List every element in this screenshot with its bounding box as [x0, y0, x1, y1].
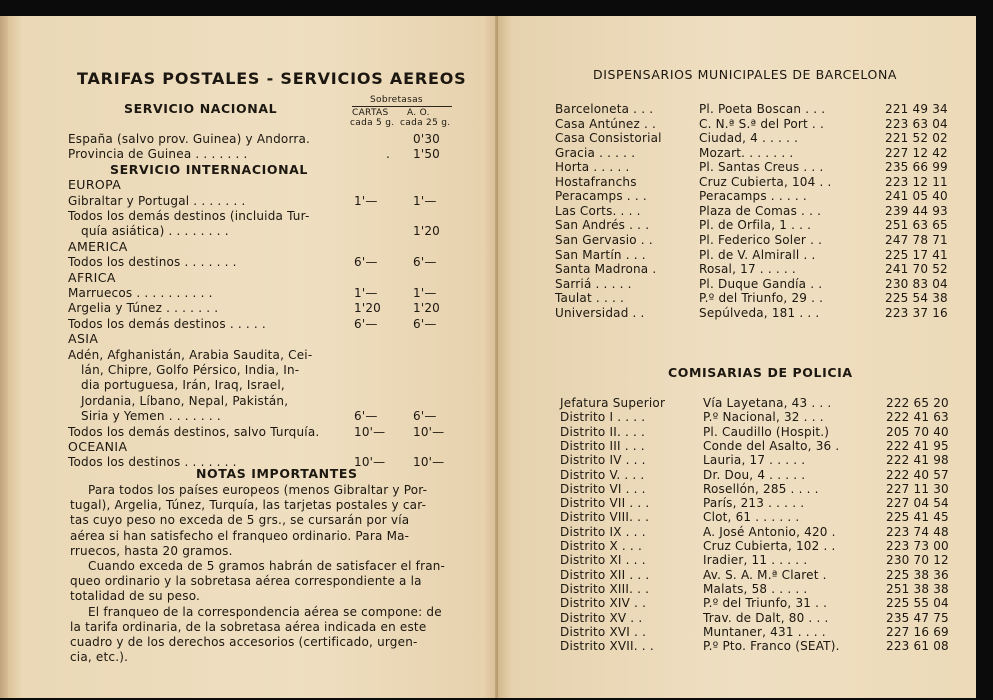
entry-address: Muntaner, 431 . . . . [703, 624, 826, 639]
tarifa-row-text: Siria y Yemen . . . . . . . [81, 409, 221, 424]
tarifa-ao-value: 0'30 [413, 132, 441, 146]
entry-address: Pl. de Orfila, 1 . . . [699, 218, 812, 233]
entry-name: Distrito X . . . [560, 539, 642, 553]
left-page [8, 16, 498, 698]
tarifa-cartas-value: 6'— [354, 255, 378, 270]
entry-name: Barceloneta . . . [555, 102, 654, 116]
entry-phone: 225 54 38 [885, 291, 948, 306]
entry-name: San Gervasio . . [555, 232, 653, 247]
entry-name: Hostafranchs [555, 174, 637, 189]
tarifa-row-text: Todos los demás destinos . . . . . [68, 316, 266, 331]
entry-address: Vía Layetana, 43 . . . [703, 396, 832, 410]
entry-phone: 222 41 63 [886, 410, 949, 425]
entry-phone: 225 38 36 [886, 567, 949, 582]
tarifa-row-text: Provincia de Guinea . . . . . . . [68, 147, 248, 162]
entry-address: A. José Antonio, 420 . [703, 524, 836, 539]
notas-line: tugal), Argelia, Túnez, Turquía, las tarjetas postales y car- [70, 498, 427, 513]
entry-address: Cruz Cubierta, 104 . . [699, 174, 832, 189]
entry-address: Rosal, 17 . . . . . [699, 262, 796, 277]
section-asia: ASIA [68, 331, 99, 347]
col-ao-sub: cada 25 g. [400, 118, 451, 128]
policia-heading: COMISARIAS DE POLICIA [668, 365, 853, 380]
entry-address: Trav. de Dalt, 80 . . . [703, 610, 829, 625]
notas-line: la tarifa ordinaria, de la sobretasa aérea indicada en este [70, 619, 427, 634]
tarifa-ao-value: 1'— [413, 286, 437, 300]
entry-phone: 225 55 04 [886, 596, 949, 611]
tarifa-ao-value: 1'20 [413, 224, 441, 239]
entry-name: Las Corts. . . . [555, 203, 641, 218]
entry-address: Cruz Cubierta, 102 . . [703, 539, 836, 553]
entry-name: Gracia . . . . . [555, 145, 636, 160]
notas-line: Cuando exceda de 5 gramos habrán de satisfacer el fran- [88, 559, 446, 573]
entry-name: Distrito XV . . [560, 610, 643, 625]
entry-address: Pl. Caudillo (Hospit.) [703, 424, 830, 439]
notas-line: totalidad de su peso. [70, 589, 201, 604]
entry-phone: 222 65 20 [886, 396, 949, 410]
section-europa: EUROPA [68, 177, 122, 193]
tarifa-cartas-value: 10'— [354, 455, 386, 470]
sobretasas-rule [352, 106, 452, 107]
tarifa-ao-value: 6'— [413, 409, 437, 424]
entry-address: Dr. Dou, 4 . . . . . [703, 467, 806, 482]
notas-line: rruecos, hasta 20 gramos. [70, 543, 233, 558]
entry-name: Distrito XIV . . [560, 596, 647, 611]
entry-address: Pl. Duque Gandía . . [699, 276, 823, 291]
sobretasas-label: Sobretasas [370, 95, 423, 105]
notas-line: El franqueo de la correspondencia aérea se compone: de [88, 604, 442, 619]
tarifa-cartas-value: 1'— [354, 193, 378, 208]
entry-address: Conde del Asalto, 36 . [703, 438, 840, 453]
entry-address: Av. S. A. M.ª Claret . [703, 567, 827, 582]
tarifa-ao-value: 6'— [413, 255, 437, 270]
entry-name: Universidad . . [555, 305, 645, 320]
servicio-nacional-heading: SERVICIO NACIONAL [124, 101, 278, 116]
page-title: TARIFAS POSTALES - SERVICIOS AEREOS [77, 69, 467, 88]
entry-phone: 241 70 52 [885, 262, 948, 277]
entry-phone: 225 41 45 [886, 510, 949, 525]
entry-address: Plaza de Comas . . . [699, 203, 822, 218]
entry-name: Peracamps . . . [555, 189, 647, 204]
col-ao-label: A. O. [407, 108, 430, 118]
col-cartas-sub: cada 5 g. [350, 118, 395, 128]
entry-phone: 241 05 40 [885, 189, 948, 204]
tarifa-ao-value: 6'— [413, 316, 437, 331]
notas-heading: NOTAS IMPORTANTES [196, 466, 358, 481]
entry-name: Horta . . . . . [555, 160, 630, 175]
tarifa-ao-value: 1'50 [413, 147, 441, 162]
entry-phone: 223 61 08 [886, 639, 949, 654]
entry-name: Distrito XII . . . [560, 567, 650, 582]
notas-line: cia, etc.). [70, 650, 129, 665]
entry-phone: 227 12 42 [885, 145, 948, 160]
tarifa-row-text: dia portuguesa, Irán, Iraq, Israel, [81, 378, 285, 393]
entry-phone: 222 40 57 [886, 467, 949, 482]
tarifa-row-text: España (salvo prov. Guinea) y Andorra. [68, 132, 311, 146]
entry-address: Ciudad, 4 . . . . . [699, 131, 799, 146]
entry-name: Distrito VIII. . . [560, 510, 650, 525]
dispensarios-heading: DISPENSARIOS MUNICIPALES DE BARCELONA [593, 67, 898, 82]
entry-address: Iradier, 11 . . . . . [703, 553, 808, 568]
entry-phone: 221 52 02 [885, 131, 948, 146]
entry-phone: 227 11 30 [886, 481, 949, 496]
entry-name: Distrito XI . . . [560, 553, 646, 568]
entry-phone: 225 17 41 [885, 247, 948, 262]
tarifa-ao-value: 1'20 [413, 301, 441, 316]
entry-address: P.º del Triunfo, 29 . . [699, 291, 824, 306]
entry-address: P.º Pto. Franco (SEAT). [703, 639, 840, 654]
section-america: AMERICA [68, 238, 128, 254]
entry-address: Sepúlveda, 181 . . . [699, 305, 820, 320]
right-page [498, 16, 976, 698]
entry-phone: 239 44 93 [885, 203, 948, 218]
entry-name: San Andrés . . . [555, 218, 650, 233]
tarifa-cartas-value: 1'— [354, 286, 378, 300]
entry-name: Taulat . . . . [555, 291, 625, 306]
entry-address: Pl. Poeta Boscan . . . [699, 102, 826, 116]
entry-name: Santa Madrona . [555, 262, 657, 277]
tarifa-row-text: Todos los demás destinos, salvo Turquía. [68, 424, 320, 439]
tarifa-row-text: lán, Chipre, Golfo Pérsico, India, In- [81, 363, 300, 377]
entry-address: Rosellón, 285 . . . . [703, 481, 819, 496]
tarifa-row-text: Argelia y Túnez . . . . . . . [68, 301, 219, 316]
entry-name: Distrito XVII. . . [560, 639, 654, 654]
entry-phone: 223 63 04 [885, 116, 948, 131]
entry-phone: 247 78 71 [885, 232, 948, 247]
entry-name: Distrito VI . . . [560, 481, 646, 496]
entry-phone: 205 70 40 [886, 424, 949, 439]
notas-line: tas cuyo peso no exceda de 5 grs., se cursarán por vía [70, 513, 410, 528]
entry-address: Malats, 58 . . . . . [703, 581, 808, 596]
entry-name: Distrito IV . . . [560, 453, 646, 468]
tarifa-mark: . [386, 147, 391, 162]
entry-name: Distrito V. . . . [560, 467, 645, 482]
tarifa-row-text: Adén, Afghanistán, Arabia Saudita, Cei- [68, 347, 313, 362]
entry-phone: 227 16 69 [886, 624, 949, 639]
notas-line: aérea si han satisfecho el franqueo ordinario. Para Ma- [70, 528, 410, 543]
tarifa-row-text: Marruecos . . . . . . . . . . [68, 286, 213, 300]
tarifa-cartas-value: 1'20 [354, 301, 382, 316]
entry-phone: 251 63 65 [885, 218, 948, 233]
section-africa: AFRICA [68, 269, 116, 285]
entry-address: Peracamps . . . . . [699, 189, 807, 204]
entry-phone: 221 49 34 [885, 102, 948, 116]
entry-name: Jefatura Superior [560, 396, 666, 410]
entry-name: Distrito XIII. . . [560, 581, 650, 596]
entry-phone: 251 38 38 [886, 581, 949, 596]
tarifa-cartas-value: 6'— [354, 316, 378, 331]
entry-address: París, 213 . . . . . [703, 496, 805, 511]
entry-address: Clot, 61 . . . . . . [703, 510, 800, 525]
col-cartas-label: CARTAS [352, 108, 389, 118]
entry-name: Distrito VII . . . [560, 496, 650, 511]
entry-phone: 230 70 12 [886, 553, 949, 568]
entry-address: C. N.ª S.ª del Port . . [699, 116, 824, 131]
entry-name: Distrito XVI . . [560, 624, 647, 639]
entry-name: Distrito III . . . [560, 438, 645, 453]
entry-phone: 230 83 04 [885, 276, 948, 291]
notas-line: queo ordinario y la sobretasa aérea correspondiente a la [70, 574, 422, 589]
entry-name: Casa Consistorial [555, 131, 662, 146]
entry-phone: 235 66 99 [885, 160, 948, 175]
tarifa-ao-value: 10'— [413, 455, 445, 470]
section-oceania: OCEANIA [68, 439, 128, 454]
servicio-internacional-heading: SERVICIO INTERNACIONAL [110, 161, 308, 177]
entry-name: Sarriá . . . . . [555, 276, 632, 291]
entry-address: Pl. de V. Almirall . . [699, 247, 816, 262]
entry-name: Distrito IX . . . [560, 524, 646, 539]
entry-phone: 222 41 98 [886, 453, 949, 468]
entry-phone: 227 04 54 [886, 496, 949, 511]
tarifa-cartas-value: 10'— [354, 424, 386, 439]
entry-address: P.º del Triunfo, 31 . . [703, 596, 828, 611]
tarifa-row-text: Jordania, Líbano, Nepal, Pakistán, [81, 393, 289, 408]
entry-address: P.º Nacional, 32 . . . [703, 410, 824, 425]
entry-phone: 235 47 75 [886, 610, 949, 625]
entry-name: Casa Antúnez . . [555, 116, 657, 131]
entry-phone: 223 73 00 [886, 539, 949, 553]
entry-address: Mozart. . . . . . . [699, 145, 794, 160]
notas-line: Para todos los países europeos (menos Gibraltar y Por- [88, 483, 428, 497]
entry-address: Pl. Federico Soler . . [699, 232, 823, 247]
tarifa-row-text: Todos los demás destinos (incluida Tur- [68, 209, 310, 223]
entry-address: Pl. Santas Creus . . . [699, 160, 824, 175]
entry-phone: 223 12 11 [885, 174, 948, 189]
tarifa-row-text: quía asiática) . . . . . . . . [81, 224, 229, 239]
entry-name: Distrito I . . . . [560, 410, 646, 425]
entry-phone: 223 74 48 [886, 524, 949, 539]
entry-name: San Martín . . . [555, 247, 646, 262]
entry-phone: 223 37 16 [885, 305, 948, 320]
tarifa-row-text: Todos los destinos . . . . . . . [68, 255, 237, 270]
tarifa-cartas-value: 6'— [354, 409, 378, 424]
tarifa-ao-value: 1'— [413, 193, 437, 208]
tarifa-row-text: Gibraltar y Portugal . . . . . . . [68, 193, 246, 208]
entry-name: Distrito II. . . . [560, 424, 646, 439]
entry-phone: 222 41 95 [886, 438, 949, 453]
tarifa-row-text: Todos los destinos . . . . . . . [68, 455, 237, 470]
tarifa-ao-value: 10'— [413, 424, 445, 439]
entry-address: Lauria, 17 . . . . . [703, 453, 806, 468]
notas-line: cuadro y de los derechos accesorios (certificado, urgen- [70, 635, 418, 649]
